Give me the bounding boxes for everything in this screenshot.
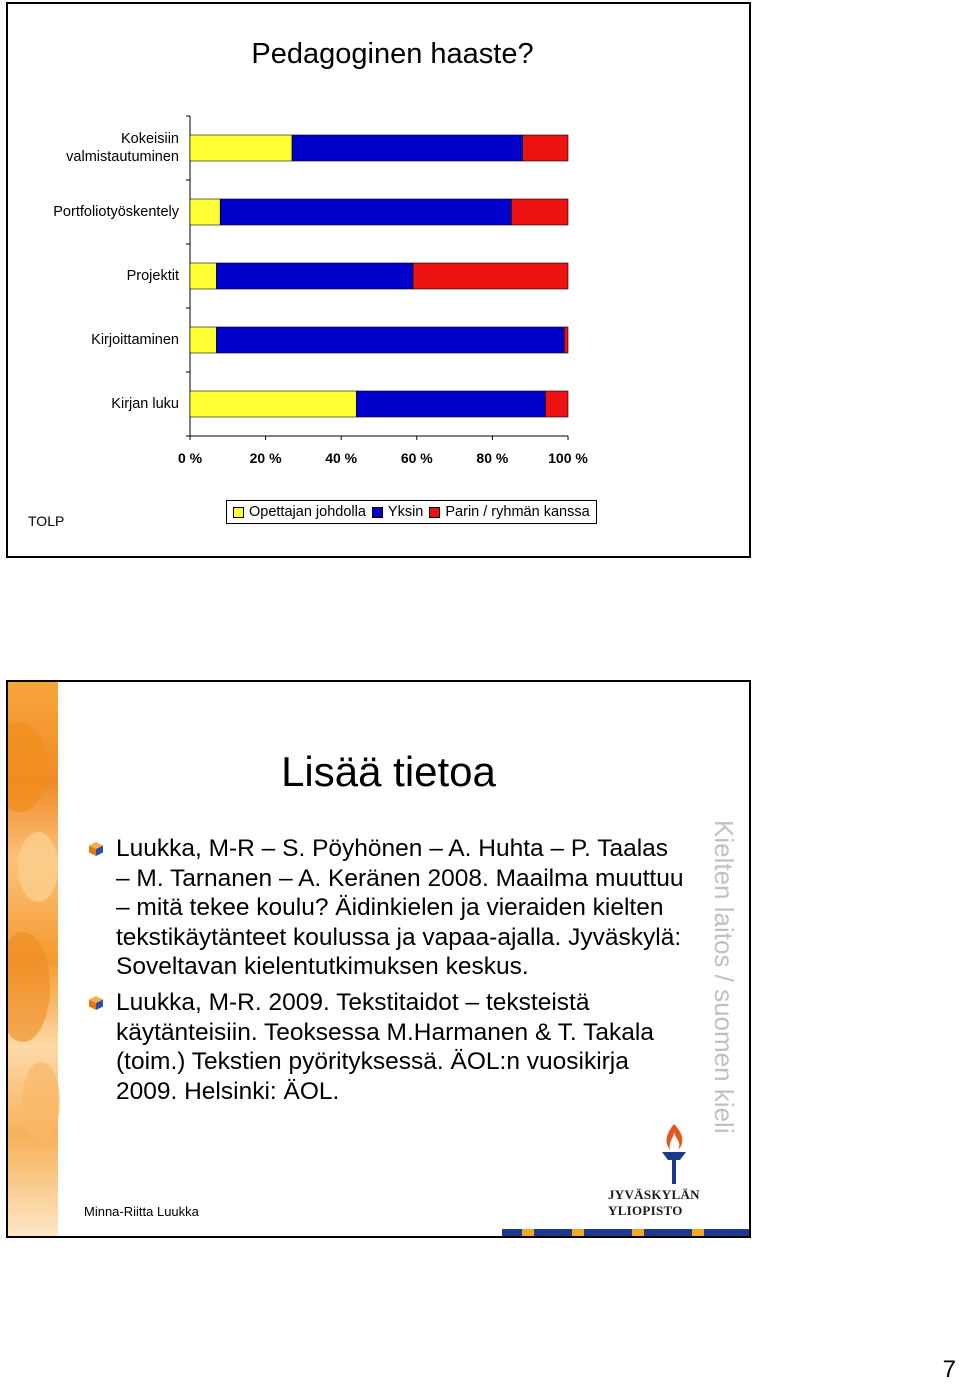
x-tick-label: 100 % [548,450,588,466]
bar-segment [292,135,523,161]
bar-segment [523,135,568,161]
slide-references [6,680,751,1238]
logo-stripe [502,1229,751,1236]
cube-bullet-icon [88,841,104,857]
bar-segment [190,199,220,225]
x-tick-label: 80 % [476,450,509,466]
legend-label: Yksin [387,504,424,520]
bar-segment [216,327,564,353]
reference-item [88,834,688,982]
slide-title: Lisää tietoa [281,748,496,795]
legend-swatch-red [429,507,440,518]
category-label: Kirjan luku [111,396,179,412]
legend-item [233,504,366,520]
legend-label: Parin / ryhmän kanssa [445,504,590,520]
bar-segment [545,391,568,417]
university-torch-icon [656,1122,692,1186]
slide-chart [6,2,751,558]
department-vertical-text: Kielten laitos / suomen kieli [709,820,739,1134]
category-label: Kokeisiin valmistautuminen [66,131,179,165]
bar-segment [190,263,216,289]
bar-segment [564,327,568,353]
page-number: 7 [942,1356,956,1383]
legend-item [429,504,589,520]
university-logo-text: JYVÄSKYLÄN YLIOPISTO [608,1187,700,1218]
category-label: Projektit [126,268,179,284]
x-tick-label: 0 % [177,450,203,466]
category-label: Portfoliotyöskentely [53,204,179,220]
tolp-label: TOLP [28,513,65,529]
x-tick-label: 20 % [249,450,282,466]
bar-segment [220,199,511,225]
bar-segment [190,135,292,161]
stacked-bar-chart [8,4,749,556]
x-tick-label: 40 % [325,450,358,466]
reference-text: Luukka, M-R. 2009. Tekstitaidot – teksteistä käytänteisiin. Teoksessa M.Harmanen & T. Takala (toim.) Tekstien pyörityksessä. ÄOL:n vuosikirja 2009. Helsinki: ÄOL. [116,988,654,1105]
bar-segment [216,263,413,289]
reference-text: Luukka, M-R – S. Pöyhönen – A. Huhta – P. Taalas – M. Tarnanen – A. Keränen 2008. Maailma muuttuu – mitä tekee koulu? Äidinkielen ja vieraiden kielten tekstikäytänteet koulussa ja vapaa-ajalla. Jyväskylä: Soveltavan kielentutkimuksen keskus. [116,835,684,981]
slide-title: Pedagoginen haaste? [251,38,534,70]
chart-legend [226,500,597,524]
cube-bullet-icon [88,995,104,1011]
legend-swatch-yellow [233,507,244,518]
bar-segment [356,391,545,417]
bar-segment [190,391,356,417]
legend-label: Opettajan johdolla [249,504,366,520]
reference-list [88,834,688,1112]
legend-swatch-blue [372,507,383,518]
bar-segment [413,263,568,289]
legend-item [372,504,423,520]
x-tick-label: 60 % [400,450,433,466]
category-label: Kirjoittaminen [91,332,179,348]
reference-item [88,988,688,1106]
bar-segment [190,327,216,353]
author-name: Minna-Riitta Luukka [84,1204,199,1219]
bar-segment [511,199,568,225]
